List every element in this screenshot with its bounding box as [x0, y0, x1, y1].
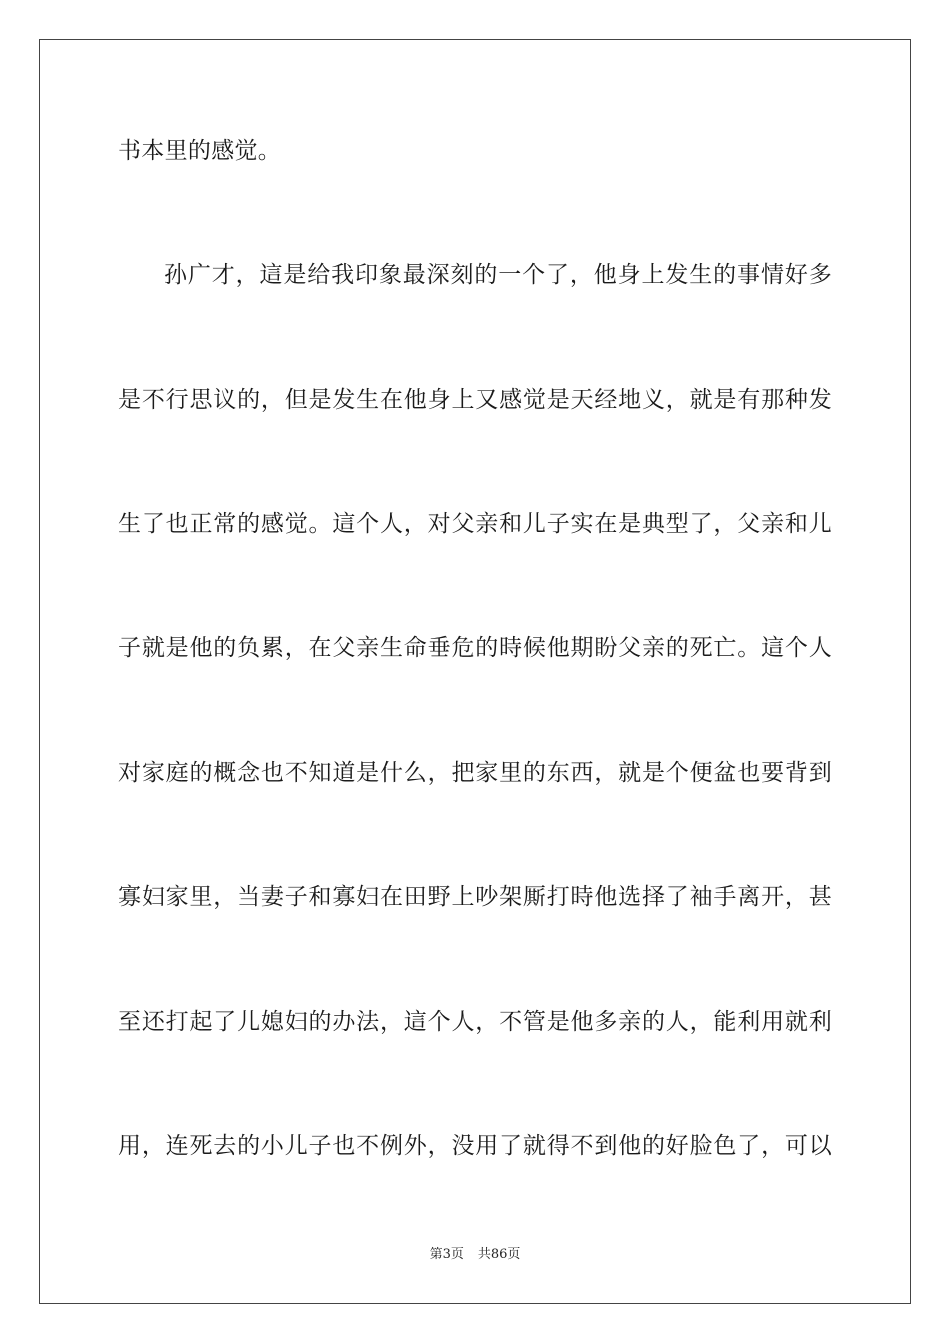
page-footer — [0, 1247, 950, 1263]
text-line-3: 是不行思议的，但是发生在他身上又感觉是天经地义，就是有那种发 — [118, 387, 832, 413]
page-number: 第3页 — [429, 1247, 464, 1262]
text-line-6: 对家庭的概念也不知道是什么，把家里的东西，就是个便盆也要背到 — [118, 760, 832, 786]
text-line-9: 用，连死去的小儿子也不例外，没用了就得不到他的好脸色了，可以 — [118, 1133, 832, 1159]
text-line-1: 书本里的感觉。 — [118, 138, 282, 164]
text-line-7: 寡妇家里，当妻子和寡妇在田野上吵架厮打時他选择了袖手离开，甚 — [118, 884, 832, 910]
page-total: 共86页 — [477, 1247, 521, 1262]
text-line-5: 子就是他的负累，在父亲生命垂危的時候他期盼父亲的死亡。這个人 — [118, 635, 832, 661]
page-border — [39, 39, 911, 1304]
text-line-2: 孙广才，這是给我印象最深刻的一个了，他身上发生的事情好多 — [164, 262, 832, 288]
text-line-4: 生了也正常的感觉。這个人，对父亲和儿子实在是典型了，父亲和儿 — [118, 511, 832, 537]
text-line-8: 至还打起了儿媳妇的办法，這个人，不管是他多亲的人，能利用就利 — [118, 1009, 832, 1035]
